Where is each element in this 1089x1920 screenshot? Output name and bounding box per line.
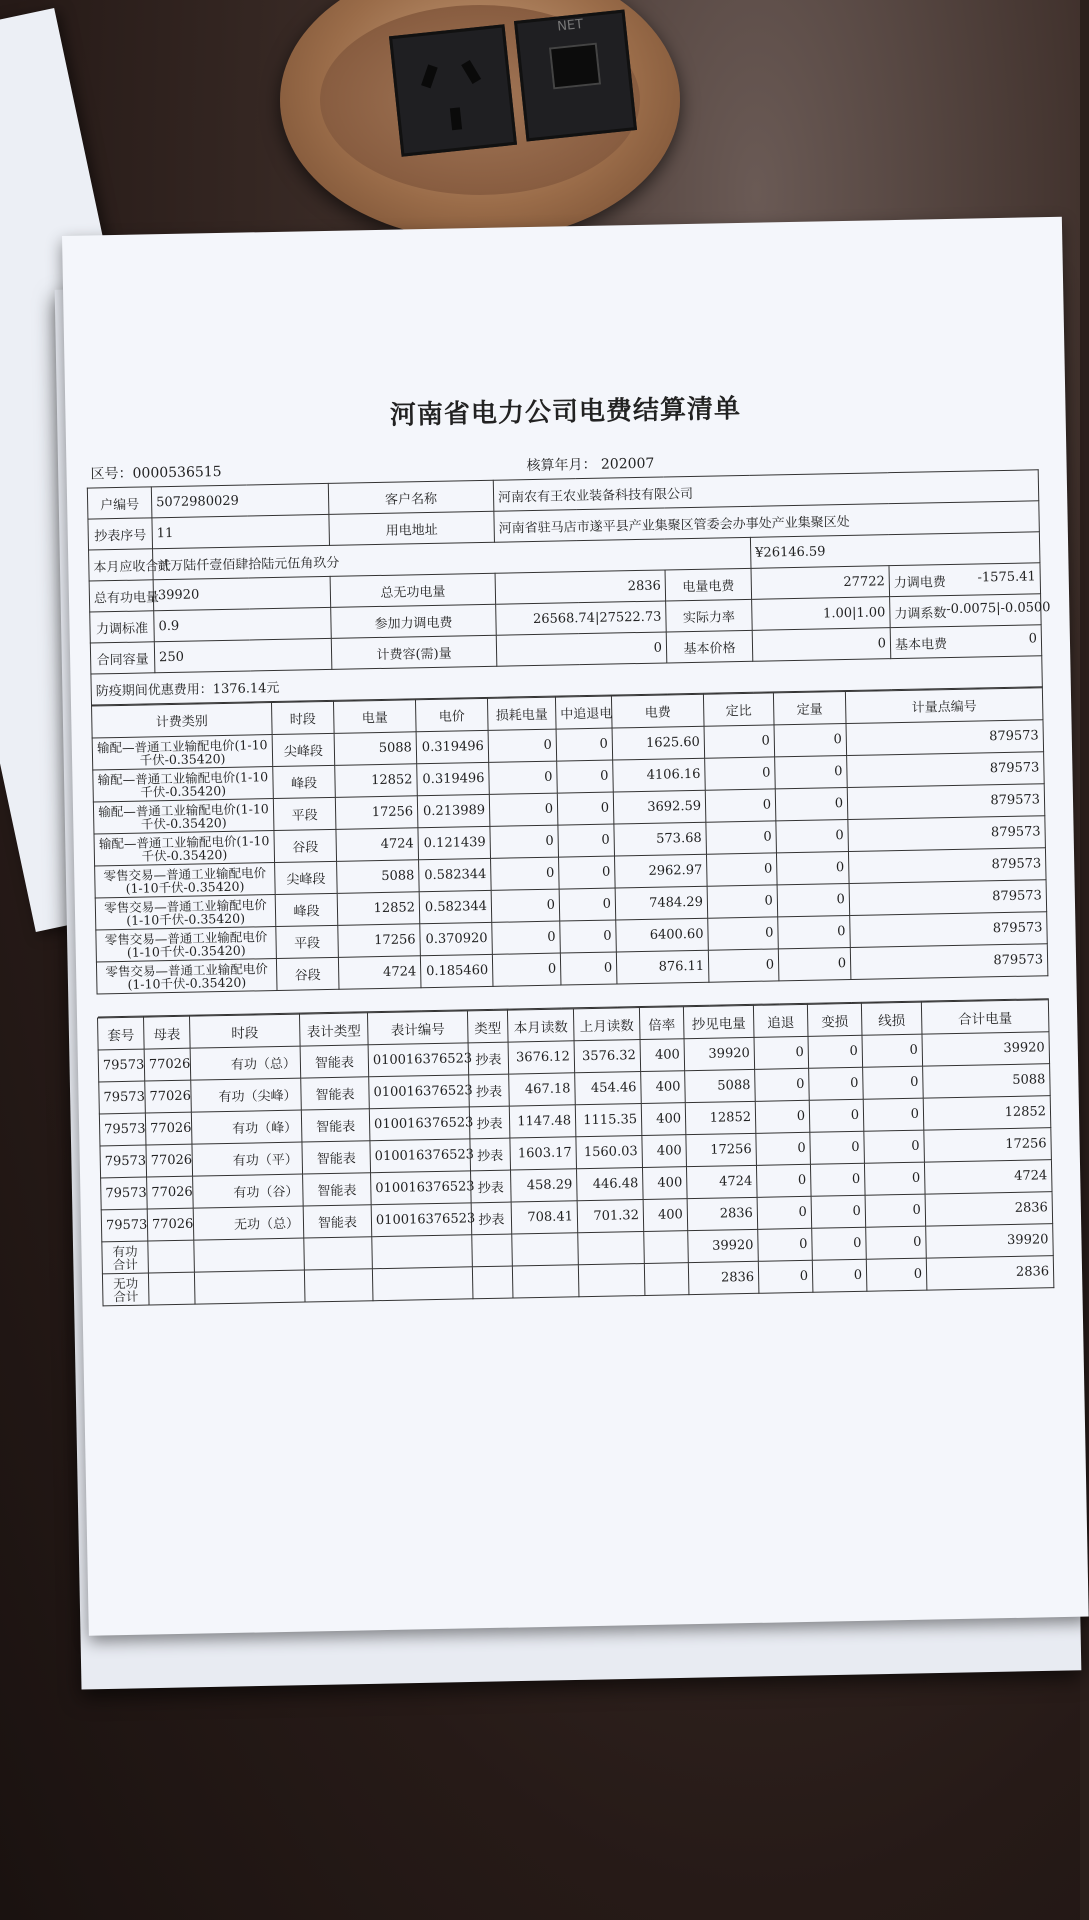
meter-set: 79573: [99, 1113, 146, 1146]
billing-adjust: 0: [556, 728, 613, 761]
meter-multiplier: 400: [642, 1135, 687, 1168]
billing-header-price: 电价: [415, 698, 488, 731]
meter-energy: 2836: [687, 1197, 758, 1230]
base-fee-cell: [890, 625, 1042, 659]
meter-header-trans-loss: 变损: [807, 1003, 862, 1036]
meter-header-type: 表计类型: [299, 1013, 368, 1046]
meter-current: 3676.12: [508, 1041, 575, 1074]
billing-loss: 0: [490, 825, 559, 858]
billing-loss: 0: [489, 761, 558, 794]
billing-point: 879573: [848, 848, 1046, 884]
capacity: 250: [154, 638, 332, 672]
meter-set: 79573: [101, 1209, 148, 1242]
billing-fee: 2962.97: [615, 854, 708, 888]
billing-header-adjust: 中追退电: [555, 696, 612, 729]
billing-energy: 12852: [335, 764, 418, 798]
billing-ratio: 0: [706, 853, 777, 886]
billing-price: 0.213989: [417, 794, 490, 827]
billing-energy: 5088: [334, 732, 417, 766]
meter-set: 79573: [101, 1177, 148, 1210]
billing-ratio: 0: [707, 885, 778, 918]
meter-no: 010016376523: [370, 1139, 471, 1173]
document-title: 河南省电力公司电费结算清单: [389, 394, 742, 431]
customer-name-label: 客户名称: [328, 480, 494, 514]
pf-coef: -0.0075|-0.0500: [946, 599, 1051, 617]
billing-fixed: 0: [778, 916, 851, 949]
pf-standard-label: 力调标准: [90, 611, 155, 643]
meter-set: 79573: [98, 1049, 145, 1082]
billing-period: 谷段: [276, 957, 339, 990]
meter-last: 3576.32: [574, 1040, 641, 1073]
pf-fee-cell: [889, 563, 1041, 597]
ethernet-jack-icon: [548, 43, 600, 90]
billing-period: 谷段: [274, 829, 337, 862]
meter-multiplier: 400: [642, 1167, 687, 1200]
billing-fee: 3692.59: [613, 790, 706, 824]
billing-header-fixed: 定量: [773, 692, 846, 725]
meter-header-total: 合计电量: [921, 1000, 1049, 1034]
meter-header-line-loss: 线损: [861, 1002, 922, 1035]
billing-point: 879573: [850, 912, 1048, 948]
meter-last: 1115.35: [575, 1104, 642, 1137]
billing-loss: 0: [488, 729, 557, 762]
base-fee: 0: [1028, 630, 1038, 647]
meter-trans-loss: 0: [810, 1131, 865, 1164]
billing-category: 输配—普通工业输配电价(1-10千伏-0.35420): [94, 831, 275, 866]
meter-header-current: 本月读数: [507, 1009, 574, 1042]
billing-category: 零售交易—普通工业输配电价(1-10千伏-0.35420): [95, 895, 276, 930]
billing-point: 879573: [848, 816, 1046, 852]
total-adjust: 0: [758, 1228, 813, 1261]
billing-period: 峰段: [275, 893, 338, 926]
billing-ratio: 0: [706, 821, 777, 854]
billing-fee: 573.68: [614, 822, 707, 856]
meter-header-meter-no: 表计编号: [367, 1011, 468, 1045]
meter-parent: 77026: [147, 1208, 194, 1241]
billing-loss: 0: [492, 921, 561, 954]
meter-trans-loss: 0: [809, 1067, 864, 1100]
total-trans-loss: 0: [812, 1227, 867, 1260]
meter-header-kind: 类型: [467, 1010, 508, 1043]
billing-point: 879573: [847, 784, 1045, 820]
customer-no: 5072980029: [151, 483, 329, 517]
meter-adjust: 0: [754, 1036, 809, 1069]
period-label: 核算年月：: [526, 456, 597, 475]
billing-point: 879573: [849, 880, 1047, 916]
billing-period: 平段: [273, 797, 336, 830]
meter-type: 智能表: [302, 1141, 371, 1174]
total-label: 无功合计: [102, 1273, 149, 1306]
discount-text: 防疫期间优惠费用：1376.14元: [91, 656, 1042, 705]
meter-last: 1560.03: [576, 1136, 643, 1169]
billing-period: 尖峰段: [272, 733, 335, 766]
meter-kind: 抄表: [469, 1074, 510, 1107]
billing-ratio: 0: [705, 757, 776, 790]
billing-fee: 6400.60: [616, 918, 709, 952]
meter-last: 701.32: [577, 1200, 644, 1233]
billing-loss: 0: [489, 793, 558, 826]
billing-price: 0.582344: [419, 890, 492, 923]
billing-period: [526, 453, 654, 475]
summary-table: [87, 469, 1051, 705]
billing-energy: 12852: [337, 892, 420, 926]
billing-price: 0.319496: [416, 730, 489, 763]
active-total-label: 总有功电量: [89, 580, 154, 612]
meter-header-set: 套号: [98, 1017, 145, 1050]
billing-fee: 1625.60: [612, 726, 705, 760]
billing-price: 0.319496: [417, 762, 490, 795]
billing-table: [91, 687, 1049, 1017]
meter-last: 446.48: [577, 1168, 644, 1201]
billing-adjust: 0: [560, 952, 617, 985]
billing-adjust: 0: [558, 824, 615, 857]
billing-energy: 17256: [335, 796, 418, 830]
meter-no: 010016376523: [371, 1203, 472, 1237]
meter-total: 4724: [924, 1160, 1052, 1194]
meter-header-energy: 抄见电量: [683, 1005, 754, 1038]
area-label: 区号：: [90, 465, 133, 483]
net-label: NET: [556, 16, 584, 35]
billing-fixed: 0: [776, 852, 849, 885]
demand-label: 计费容(需)量: [331, 635, 497, 669]
meter-energy: 4724: [686, 1165, 757, 1198]
meter-header-last: 上月读数: [573, 1008, 640, 1041]
billing-loss: 0: [492, 953, 561, 986]
actual-pf: 1.00|1.00: [752, 597, 891, 631]
billing-category: 零售交易—普通工业输配电价(1-10千伏-0.35420): [96, 959, 277, 994]
meter-seq: 11: [152, 514, 330, 548]
meter-adjust: 0: [757, 1196, 812, 1229]
meter-header-multiplier: 倍率: [639, 1007, 684, 1040]
billing-period: 平段: [276, 925, 339, 958]
meter-type: 智能表: [300, 1045, 369, 1078]
pf-fee: -1575.41: [977, 568, 1036, 585]
pf-fee-base: 26568.74|27522.73: [496, 601, 667, 635]
pf-coef-label: 力调系数: [894, 605, 947, 622]
total-total: 2836: [926, 1256, 1054, 1290]
total-energy: 2836: [688, 1261, 759, 1294]
network-port: [514, 10, 637, 142]
active-total: 39920: [153, 576, 331, 610]
meter-adjust: 0: [755, 1068, 810, 1101]
billing-fixed: 0: [775, 788, 848, 821]
meter-trans-loss: 0: [811, 1195, 866, 1228]
meter-kind: 抄表: [469, 1106, 510, 1139]
pf-fee-label: 力调电费: [893, 574, 946, 591]
meter-kind: 抄表: [471, 1170, 512, 1203]
meter-line-loss: 0: [863, 1066, 924, 1099]
meter-kind: 抄表: [471, 1202, 512, 1235]
meter-current: 467.18: [509, 1073, 576, 1106]
meter-current: 708.41: [511, 1201, 578, 1234]
billing-header-point: 计量点编号: [845, 688, 1043, 724]
billing-fixed: 0: [777, 884, 850, 917]
customer-no-label: 户编号: [87, 487, 152, 519]
meter-kind: 抄表: [468, 1042, 509, 1075]
meter-energy: 5088: [685, 1069, 756, 1102]
billing-category: 输配—普通工业输配电价(1-10千伏-0.35420): [92, 735, 273, 770]
billing-price: 0.370920: [420, 922, 493, 955]
billing-price: 0.185460: [420, 954, 493, 987]
meter-no: 010016376523: [371, 1171, 472, 1205]
total-trans-loss: 0: [812, 1259, 867, 1292]
period-value: 202007: [600, 455, 655, 473]
billing-category: 零售交易—普通工业输配电价(1-10千伏-0.35420): [95, 863, 276, 898]
meter-adjust: 0: [756, 1132, 811, 1165]
meter-total: 2836: [925, 1192, 1053, 1226]
meter-adjust: 0: [755, 1100, 810, 1133]
meter-energy: 12852: [685, 1101, 756, 1134]
meter-kind: 抄表: [470, 1138, 511, 1171]
meter-line-loss: 0: [865, 1194, 926, 1227]
billing-point: 879573: [850, 944, 1048, 980]
receivable-words: 贰万陆仟壹佰肆拾陆元伍角玖分: [153, 537, 751, 579]
billing-adjust: 0: [559, 856, 616, 889]
meter-set: 79573: [99, 1081, 146, 1114]
meter-trans-loss: 0: [808, 1035, 863, 1068]
billing-ratio: 0: [708, 917, 779, 950]
bill-sheet: [87, 469, 1055, 1306]
total-line-loss: 0: [866, 1258, 927, 1291]
energy-fee: 27722: [751, 566, 890, 600]
billing-point: 879573: [846, 720, 1044, 756]
meter-type: 智能表: [301, 1109, 370, 1142]
billing-header-loss: 损耗电量: [487, 697, 556, 730]
billing-fixed: 0: [774, 724, 847, 757]
meter-current: 1603.17: [510, 1137, 577, 1170]
billing-category: 输配—普通工业输配电价(1-10千伏-0.35420): [93, 767, 274, 802]
meter-parent: 77026: [144, 1048, 191, 1081]
receivable-label: 本月应收合计: [89, 549, 154, 581]
total-energy: 39920: [688, 1229, 759, 1262]
meter-type: 智能表: [303, 1205, 372, 1238]
reactive-total: 2836: [495, 570, 666, 604]
billing-fixed: 0: [775, 756, 848, 789]
billing-energy: 4724: [338, 956, 421, 990]
energy-fee-label: 电量电费: [665, 568, 752, 601]
total-line-loss: 0: [866, 1226, 927, 1259]
meter-period: 有功（谷）: [193, 1174, 304, 1208]
meter-parent: 77026: [145, 1080, 192, 1113]
meter-line-loss: 0: [864, 1130, 925, 1163]
reactive-total-label: 总无功电量: [330, 573, 496, 607]
billing-price: 0.582344: [419, 858, 492, 891]
power-outlet-icon: [389, 24, 517, 156]
meter-table: [97, 999, 1054, 1306]
pf-fee-base-label: 参加力调电费: [331, 604, 497, 638]
meter-adjust: 0: [756, 1164, 811, 1197]
meter-no: 010016376523: [369, 1075, 470, 1109]
meter-seq-label: 抄表序号: [88, 518, 153, 550]
meter-type: 智能表: [301, 1077, 370, 1110]
meter-type: 智能表: [303, 1173, 372, 1206]
billing-ratio: 0: [708, 949, 779, 982]
billing-loss: 0: [491, 857, 560, 890]
billing-header-period: 时段: [271, 701, 334, 734]
billing-header-ratio: 定比: [703, 693, 774, 726]
meter-period: 有功（平）: [192, 1142, 303, 1176]
billing-ratio: 0: [704, 725, 775, 758]
bill-document: [62, 217, 1089, 1636]
demand: 0: [496, 632, 667, 666]
meter-total: 39920: [922, 1032, 1050, 1066]
meter-trans-loss: 0: [809, 1099, 864, 1132]
meter-multiplier: 400: [641, 1103, 686, 1136]
meter-line-loss: 0: [864, 1162, 925, 1195]
total-label: 有功合计: [102, 1241, 149, 1274]
meter-energy: 17256: [686, 1133, 757, 1166]
billing-fee: 4106.16: [613, 758, 706, 792]
base-price: 0: [752, 628, 891, 662]
billing-header-fee: 电费: [611, 694, 704, 728]
billing-price: 0.121439: [418, 826, 491, 859]
meter-total: 17256: [924, 1128, 1052, 1162]
billing-fee: 876.11: [616, 950, 709, 984]
total-adjust: 0: [758, 1260, 813, 1293]
billing-fee: 7484.29: [615, 886, 708, 920]
actual-pf-label: 实际力率: [666, 599, 753, 632]
address: 河南省驻马店市遂平县产业集聚区管委会办事处产业集聚区处: [494, 501, 1039, 542]
billing-adjust: 0: [557, 792, 614, 825]
billing-loss: 0: [491, 889, 560, 922]
receivable-amount: ¥26146.59: [750, 532, 1040, 569]
billing-point: 879573: [847, 752, 1045, 788]
billing-adjust: 0: [559, 888, 616, 921]
meter-header-adjust: 追退: [753, 1004, 808, 1037]
meter-period: 有功（尖峰）: [191, 1078, 302, 1112]
base-fee-label: 基本电费: [894, 636, 948, 653]
meter-total: 12852: [923, 1096, 1051, 1130]
customer-name: 河南农有王农业装备科技有限公司: [493, 470, 1038, 511]
meter-no: 010016376523: [369, 1107, 470, 1141]
meter-multiplier: 400: [643, 1199, 688, 1232]
capacity-label: 合同容量: [90, 642, 155, 674]
billing-energy: 17256: [338, 924, 421, 958]
billing-fixed: 0: [778, 947, 851, 980]
meter-period: 无功（总）: [193, 1206, 304, 1240]
meter-last: 454.46: [575, 1072, 642, 1105]
billing-energy: 4724: [336, 828, 419, 862]
meter-line-loss: 0: [863, 1098, 924, 1131]
meter-multiplier: 400: [641, 1071, 686, 1104]
meter-parent: 77026: [145, 1112, 192, 1145]
billing-header-category: 计费类别: [92, 703, 273, 738]
billing-adjust: 0: [557, 760, 614, 793]
meter-parent: 77026: [147, 1176, 194, 1209]
meter-parent: 77026: [146, 1144, 193, 1177]
meter-energy: 39920: [684, 1037, 755, 1070]
billing-header-energy: 电量: [333, 700, 416, 734]
total-total: 39920: [926, 1224, 1054, 1258]
billing-fixed: 0: [776, 820, 849, 853]
meter-period: 有功（总）: [190, 1046, 301, 1080]
meter-current: 458.29: [511, 1169, 578, 1202]
billing-category: 输配—普通工业输配电价(1-10千伏-0.35420): [93, 799, 274, 834]
billing-ratio: 0: [705, 789, 776, 822]
billing-period: 峰段: [273, 765, 336, 798]
meter-header-parent: 母表: [144, 1016, 191, 1049]
billing-period: 尖峰段: [275, 861, 338, 894]
address-label: 用电地址: [329, 511, 495, 545]
area-code: [90, 461, 221, 484]
billing-adjust: 0: [560, 920, 617, 953]
meter-line-loss: 0: [862, 1034, 923, 1067]
meter-header-period: 时段: [190, 1014, 301, 1048]
meter-no: 010016376523: [368, 1043, 469, 1077]
meter-trans-loss: 0: [810, 1163, 865, 1196]
area-value: 0000536515: [132, 463, 222, 482]
grommet-inner: [320, 5, 640, 195]
billing-category: 零售交易—普通工业输配电价(1-10千伏-0.35420): [96, 927, 277, 962]
meter-set: 79573: [100, 1145, 147, 1178]
meter-period: 有功（峰）: [191, 1110, 302, 1144]
meter-current: 1147.48: [509, 1105, 576, 1138]
meter-total: 5088: [923, 1064, 1051, 1098]
meter-multiplier: 400: [640, 1039, 685, 1072]
base-price-label: 基本价格: [666, 630, 753, 663]
billing-energy: 5088: [337, 860, 420, 894]
pf-standard: 0.9: [154, 607, 332, 641]
pf-coef-cell: [890, 594, 1051, 628]
